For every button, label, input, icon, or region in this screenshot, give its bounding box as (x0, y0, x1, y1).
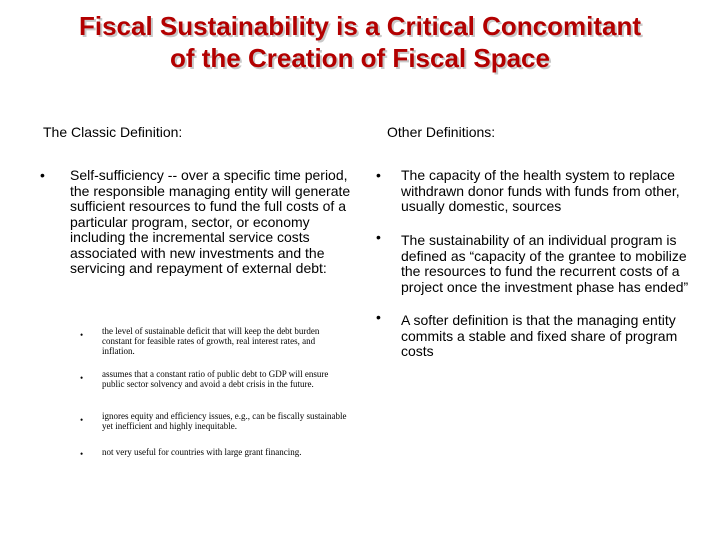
classic-definition-text: Self-sufficiency -- over a specific time period, the responsible managing entity will generate sufficient resources to fund the full costs of a particular program, sector, or economy including the incremental service costs associated with new investments and the servicing and repayment of external debt: (70, 167, 351, 276)
sub-bullet-4: • (80, 449, 84, 459)
other-definitions-heading: Other Definitions: (387, 124, 496, 140)
other-bullet-1: • (376, 167, 381, 183)
classic-definition-bullet: • (40, 167, 45, 183)
sub-item-2: assumes that a constant ratio of public debt to GDP will ensure public sector solvency and avoid a debt crisis in the future. (102, 369, 329, 389)
sub-item-1: the level of sustainable deficit that will keep the debt burden constant for feasible rates of growth, real interest rates, and inflation. (102, 326, 320, 356)
sub-item-4: not very useful for countries with large grant financing. (102, 447, 302, 457)
other-bullet-3: • (376, 309, 381, 325)
other-item-1: The capacity of the health system to replace withdrawn donor funds with funds from other, usually domestic, sources (401, 167, 680, 214)
other-bullet-2: • (376, 229, 381, 245)
slide-title (0, 10, 720, 74)
sub-bullet-2: • (80, 373, 84, 383)
other-item-3: A softer definition is that the managing entity commits a stable and fixed share of program costs (401, 312, 678, 359)
sub-bullet-1: • (80, 330, 84, 340)
sub-bullet-3: • (80, 415, 84, 425)
sub-item-3: ignores equity and efficiency issues, e.g., can be fiscally sustainable yet inefficient and highly inequitable. (102, 411, 347, 431)
other-item-2: The sustainability of an individual program is defined as “capacity of the grantee to mobilize the resources to fund the recurrent costs of a project once the investment phase has ended” (401, 232, 689, 295)
slide-title-line-2: of the Creation of Fiscal Space (170, 43, 550, 73)
slide-title-line-1: Fiscal Sustainability is a Critical Concomitant (78, 11, 642, 41)
classic-definition-heading: The Classic Definition: (43, 124, 183, 140)
